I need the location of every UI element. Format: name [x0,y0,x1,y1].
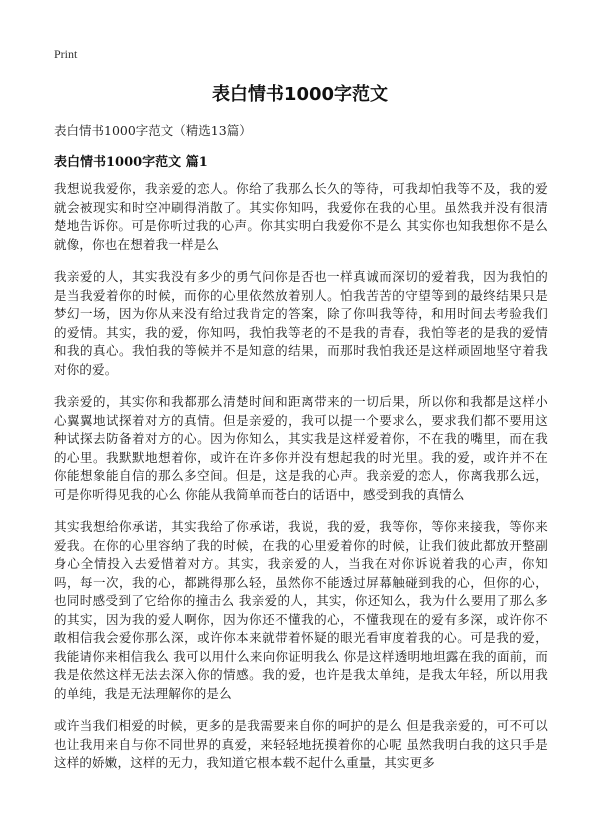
paragraph-1: 我想说我爱你，我亲爱的恋人。你给了我那么长久的等待，可我却怕我等不及，我的爱就会被现实和时空冲刷得消散了。其实你知吗，我爱你在我的心里。虽然我并没有很清楚地告诉你。可是你听过我的心声。你其实明白我爱你不是么 其实你也知我想你不是么 就像，你也在想着我一样是么 [54,181,548,252]
paragraph-4: 其实我想给你承诺，其实我给了你承诺，我说，我的爱，我等你，等你来接我，等你来爱我。在你的心里容纳了我的时候，在我的心里爱着你的时候，让我们彼此都放开整副身心全情投入去爱惜着对方。其实，我亲爱的人，当我在对你诉说着我的心声，你知吗，每一次，我的心，都跳得那么轻，虽然你不能透过屏幕触碰到我的心，但你的心，也同时感受到了它给你的撞击么 我亲爱的人，其实，你还知么，我为什么要用了那么多的其实，因为我的爱人啊你，因为你还不懂我的心，不懂我现在的爱有多深，或许你不敢相信我会爱你那么深，或许你本来就带着怀疑的眼光看审度着我的心。可是我的爱，我能请你来相信我么 我可以用什么来向你证明我么 你是这样透明地坦露在我的面前，而我是依然这样无法去深入你的情感。我的爱，也许是我太单纯，是我太年轻，所以用我的单纯，我是无法理解你的是么 [54,519,548,701]
print-label[interactable]: Print [54,47,78,61]
paragraph-3: 我亲爱的，其实你和我都那么清楚时间和距离带来的一切后果，所以你和我都是这样小心翼翼地试探着对方的真情。但是亲爱的，我可以提一个要求么，要求我们都不要用这种试探去防备着对方的心。因为你知么，其实我是这样爱着你，不在我的嘴里，而在我的心里。我默默地想着你，或许在许多你并没有想起我的时光里。我的爱，或许并不在你能想象能自信的那么多空间。但是，这是我的心声。我亲爱的恋人，你离我那么远，可是你听得见我的心么 你能从我简单而苍白的话语中，感受到我的真情么 [54,394,548,502]
document-subtitle: 表白情书1000字范文（精选13篇） [54,123,252,138]
document-body [54,180,548,787]
document-title: 表白情书1000字范文 [211,84,389,105]
section-heading: 表白情书1000字范文 篇1 [54,155,208,170]
paragraph-2: 我亲爱的人，其实我没有多少的勇气问你是否也一样真诚而深切的爱着我，因为我怕的是当我爱着你的时候，而你的心里依然放着别人。怕我苦苦的守望等到的最终结果只是梦幻一场，因为你从来没有给过我肯定的答案，除了你叫我等待，和用时间去考验我们的爱情。其实，我的爱，你知吗，我怕我等老的不是我的青春，我怕等老的是我的爱情和我的真心。我怕我的等候并不是知意的结果，而那时我怕我还是这样顽固地坚守着我对你的爱。 [54,269,548,377]
paragraph-5: 或许当我们相爱的时候，更多的是我需要来自你的呵护的是么 但是我亲爱的，可不可以也让我用来自与你不同世界的真爱，来轻轻地抚摸着你的心呢 虽然我明白我的这只手是这样的娇嫩，这样的无力，我知道它根本载不起什么重量，其实更多 [54,718,548,770]
